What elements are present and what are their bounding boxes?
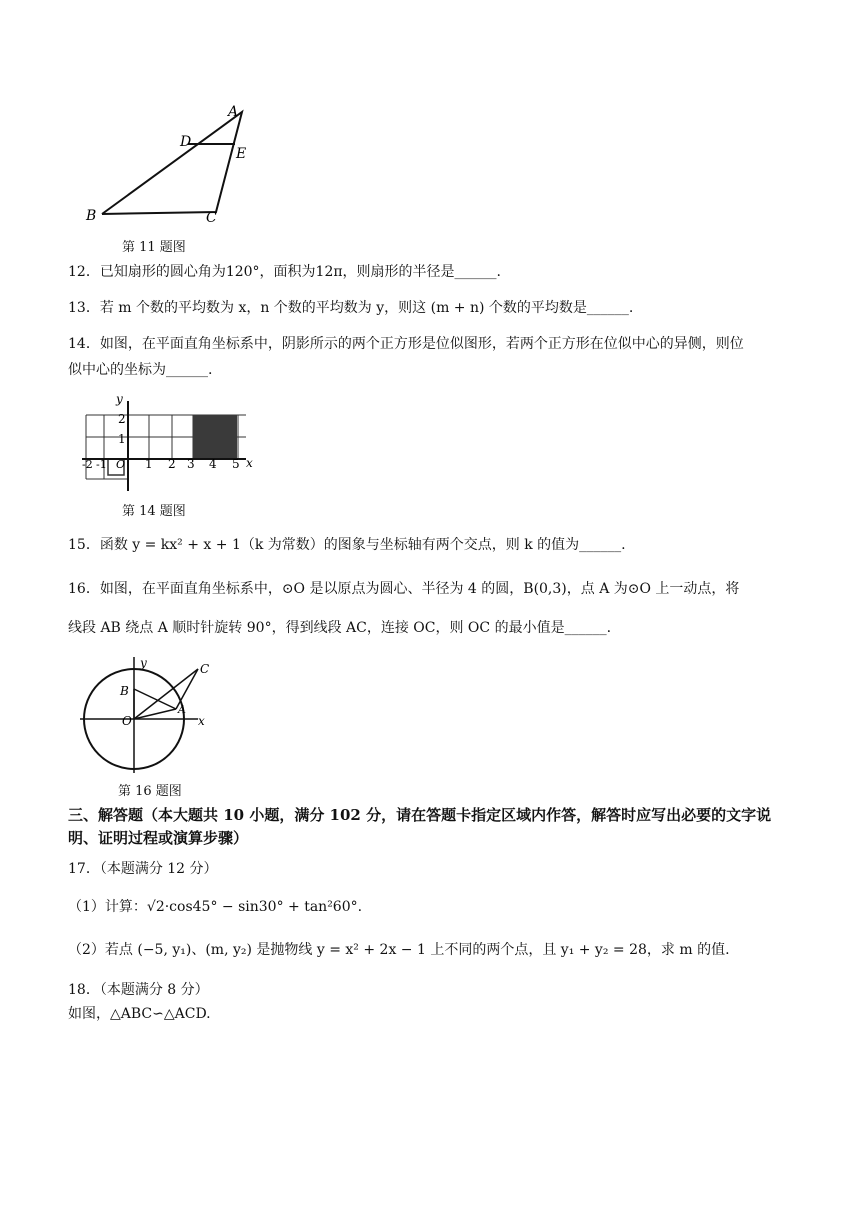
figure-14 <box>78 393 258 493</box>
x-tick-1: 1 <box>145 457 153 471</box>
x-tick-4: 4 <box>209 457 217 471</box>
large-square <box>193 415 237 459</box>
question-18-body: 如图，△ABC∽△ACD. <box>68 1006 211 1022</box>
y-tick-1: 1 <box>118 432 126 446</box>
section-3-heading: 三、解答题（本大题共 10 小题，满分 102 分，请在答题卡指定区域内作答，解答时应写出必要的文字说明、证明过程或演算步骤） <box>68 806 772 847</box>
question-14-line-1: 14．如图，在平面直角坐标系中，阴影所示的两个正方形是位似图形，若两个正方形在位似中心的异侧，则位 <box>68 336 744 352</box>
triangle-abc <box>102 112 242 214</box>
figure-14-caption: 第 14 题图 <box>122 504 186 519</box>
x-tick-origin: O <box>116 458 126 471</box>
question-12: 12．已知扇形的圆心角为120°，面积为12π，则扇形的半径是______. <box>68 264 502 280</box>
label-a: A <box>228 104 239 120</box>
label-d: D <box>180 134 192 150</box>
label-b: B <box>120 684 129 698</box>
question-14-line-2: 似中心的坐标为______. <box>68 362 213 378</box>
question-18-header: 18．（本题满分 8 分） <box>68 982 209 998</box>
x-tick-neg2: -2 <box>82 458 93 471</box>
label-x: x <box>198 714 205 728</box>
x-tick-2: 2 <box>168 457 176 471</box>
label-b: B <box>86 208 97 224</box>
label-o: O <box>122 714 132 728</box>
figure-11-caption: 第 11 题图 <box>122 240 186 255</box>
label-y: y <box>140 656 147 670</box>
question-17-header: 17．（本题满分 12 分） <box>68 861 218 877</box>
axis-x-label: x <box>246 456 253 470</box>
label-c: C <box>200 662 210 676</box>
x-tick-3: 3 <box>187 457 195 471</box>
figure-16 <box>80 655 220 775</box>
label-e: E <box>236 146 247 162</box>
figure-16-caption: 第 16 题图 <box>118 784 182 799</box>
x-tick-5: 5 <box>232 457 240 471</box>
question-16-line-1: 16．如图，在平面直角坐标系中，⊙O 是以原点为圆心、半径为 4 的圆，B(0,3)，点 A 为⊙O 上一动点，将 <box>68 581 740 597</box>
label-c: C <box>206 210 217 226</box>
figure-11 <box>80 100 260 230</box>
question-17-part-2: （2）若点 (−5, y₁)、(m, y₂) 是抛物线 y = x² + 2x − 1 上不同的两个点，且 y₁ + y₂ = 28，求 m 的值. <box>68 942 730 958</box>
question-17-part-1: （1）计算：√2·cos45° − sin30° + tan²60°. <box>68 899 363 915</box>
question-15: 15．函数 y = kx² + x + 1（k 为常数）的图象与坐标轴有两个交点，则 k 的值为______. <box>68 537 626 553</box>
question-13: 13．若 m 个数的平均数为 x，n 个数的平均数为 y，则这 (m + n) 个数的平均数是______. <box>68 300 634 316</box>
x-tick-neg1: -1 <box>96 458 107 471</box>
y-tick-2: 2 <box>118 412 126 426</box>
axis-y-label: y <box>116 393 123 406</box>
question-16-line-2: 线段 AB 绕点 A 顺时针旋转 90°，得到线段 AC，连接 OC，则 OC 的最小值是______. <box>68 620 612 636</box>
label-a: A <box>178 703 186 716</box>
